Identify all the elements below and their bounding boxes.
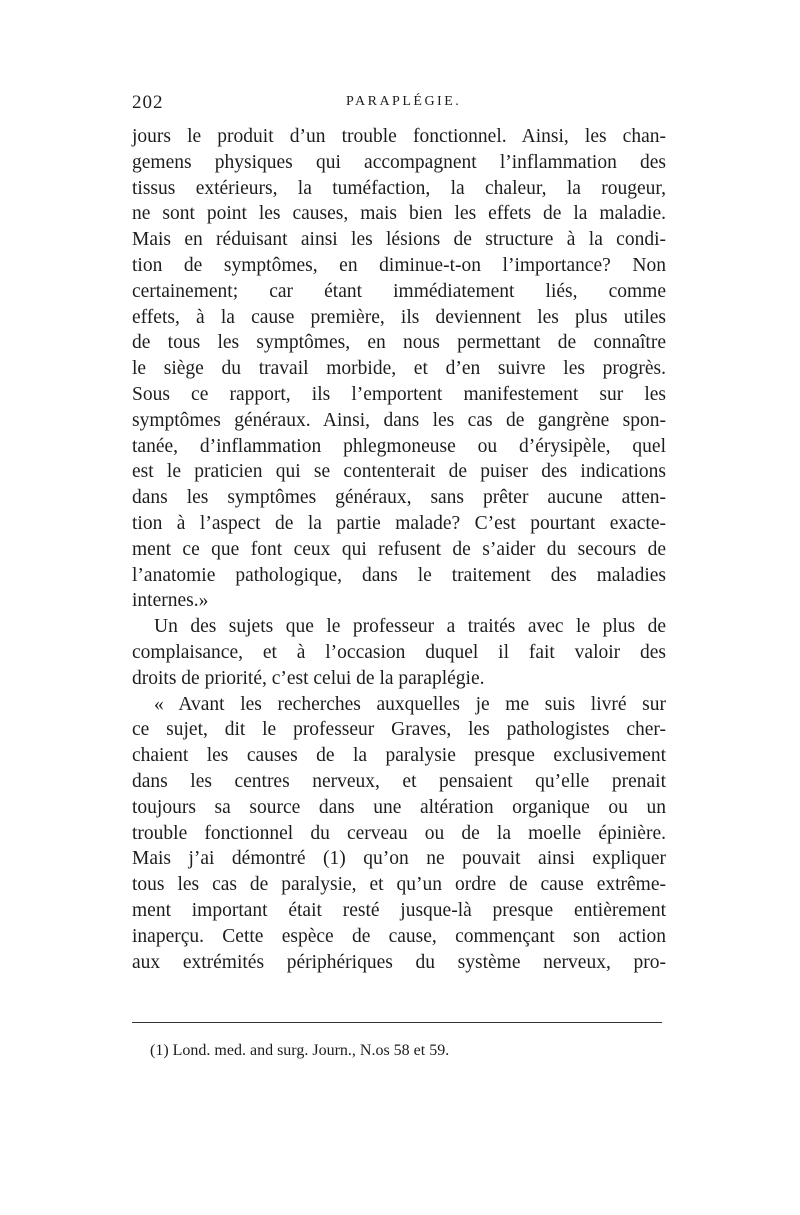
text-line: droits de priorité, c’est celui de la paraplégie.	[132, 667, 485, 689]
text-line: trouble fonctionnel du cerveau ou de la moelle épinière.	[132, 822, 666, 844]
text-line: internes.»	[132, 590, 209, 612]
text-line: ce sujet, dit le professeur Graves, les pathologistes cher-	[132, 719, 666, 741]
page-header	[132, 92, 672, 114]
text-line: chaient les causes de la paralysie presque exclusivement	[132, 745, 666, 767]
text-line: certainement; car étant immédiatement liés, comme	[132, 280, 666, 302]
text-line: Mais j’ai démontré (1) qu’on ne pouvait ainsi expliquer	[132, 848, 666, 870]
text-line: ment important était resté jusque-là presque entièrement	[132, 899, 666, 921]
text-line: tous les cas de paralysie, et qu’un ordre de cause extrême-	[132, 874, 666, 896]
running-title: PARAPLÉGIE.	[346, 94, 462, 109]
text-line: gemens physiques qui accompagnent l’inflammation des	[132, 151, 666, 173]
text-line: tion à l’aspect de la partie malade? C’est pourtant exacte-	[132, 512, 666, 534]
text-line: le siège du travail morbide, et d’en suivre les progrès.	[132, 358, 666, 380]
text-line: inaperçu. Cette espèce de cause, commençant son action	[132, 925, 666, 947]
text-line: « Avant les recherches auxquelles je me suis livré sur	[154, 693, 666, 715]
text-line: toujours sa source dans une altération organique ou un	[132, 796, 666, 818]
text-line: de tous les symptômes, en nous permettant de connaître	[132, 332, 666, 354]
page-number: 202	[132, 92, 164, 113]
text-line: est le praticien qui se contenterait de puiser des indications	[132, 461, 666, 483]
text-line: symptômes généraux. Ainsi, dans les cas de gangrène spon-	[132, 409, 666, 431]
text-line: ne sont point les causes, mais bien les effets de la maladie.	[132, 203, 666, 225]
text-line: Un des sujets que le professeur a traités avec le plus de	[154, 616, 666, 638]
text-line: tion de symptômes, en diminue-t-on l’importance? Non	[132, 254, 666, 276]
text-line: dans les symptômes généraux, sans prêter aucune atten-	[132, 487, 666, 509]
text-line: ment ce que font ceux qui refusent de s’aider du secours de	[132, 538, 666, 560]
text-line: Sous ce rapport, ils l’emportent manifestement sur les	[132, 383, 666, 405]
text-line: aux extrémités périphériques du système nerveux, pro-	[132, 951, 666, 973]
body-text	[132, 124, 666, 975]
text-line: complaisance, et à l’occasion duquel il fait valoir des	[132, 641, 666, 663]
text-line: tissus extérieurs, la tuméfaction, la chaleur, la rougeur,	[132, 177, 666, 199]
text-line: dans les centres nerveux, et pensaient qu’elle prenait	[132, 770, 666, 792]
text-line: Mais en réduisant ainsi les lésions de structure à la condi-	[132, 229, 666, 251]
text-line: jours le produit d’un trouble fonctionnel. Ainsi, les chan-	[132, 126, 666, 147]
text-line: tanée, d’inflammation phlegmoneuse ou d’érysipèle, quel	[132, 435, 666, 457]
text-line: l’anatomie pathologique, dans le traitement des maladies	[132, 564, 666, 586]
footnote-rule	[132, 1022, 662, 1023]
text-line: effets, à la cause première, ils deviennent les plus utiles	[132, 306, 666, 328]
footnote: (1) Lond. med. and surg. Journ., N.os 58 et 59.	[150, 1042, 450, 1059]
